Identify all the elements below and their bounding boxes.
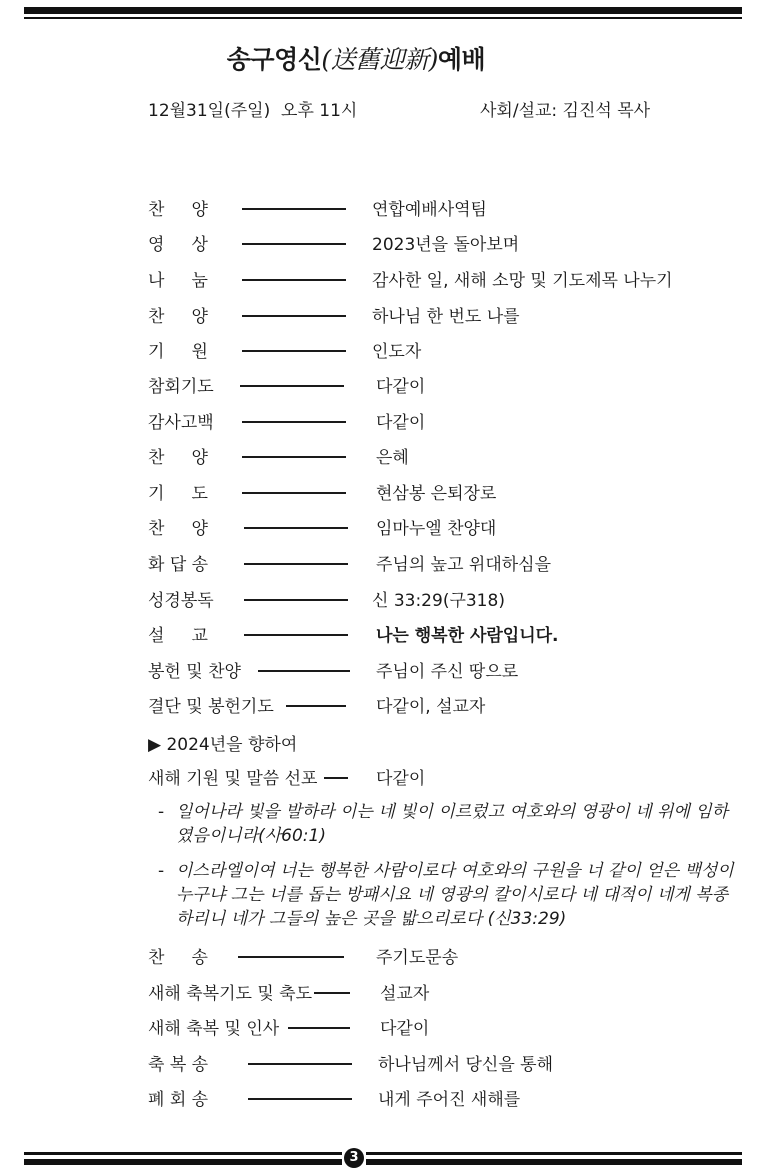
leader-line (244, 599, 348, 601)
page-number-badge: 3 (344, 1148, 364, 1168)
program-label: 찬 양 (148, 519, 208, 539)
program-value: 연합예배사역팀 (372, 200, 487, 220)
program-label: 새해 축복 및 인사 (148, 1019, 280, 1039)
program-label: 축 복 송 (148, 1055, 209, 1075)
program-value: 주님이 주신 땅으로 (376, 662, 519, 682)
program-value: 감사한 일, 새해 소망 및 기도제목 나누기 (372, 271, 673, 291)
leader-line (288, 1027, 350, 1029)
bottom-border-right-thick (366, 1159, 742, 1165)
program-value: 내게 주어진 새해를 (378, 1090, 521, 1110)
program-label: 성경봉독 (148, 591, 214, 611)
program-value: 다같이 (380, 1019, 430, 1039)
program-value: 임마누엘 찬양대 (376, 519, 497, 539)
leader-line (248, 1063, 352, 1065)
program-value: 주님의 높고 위대하심을 (376, 555, 552, 575)
program-label: 나 눔 (148, 271, 208, 291)
program-label: 새해 축복기도 및 축도 (148, 984, 313, 1004)
program-label: 기 원 (148, 342, 208, 362)
verse-dash: - (158, 861, 165, 881)
leader-line (242, 421, 346, 423)
program-label: 감사고백 (148, 413, 214, 433)
program-value: 다같이 (376, 377, 426, 397)
top-border-thick (24, 7, 742, 14)
leader-line (242, 456, 346, 458)
leader-line (324, 777, 348, 779)
program-label: 화 답 송 (148, 555, 209, 575)
scripture-verse (158, 859, 742, 931)
program-value: 주기도문송 (376, 948, 459, 968)
program-value: 다같이 (376, 769, 426, 789)
program-value: 하나님 한 번도 나를 (372, 307, 520, 327)
leader-line (242, 350, 346, 352)
leader-line (242, 492, 346, 494)
program-value: 은혜 (376, 448, 409, 468)
program-label: 찬 양 (148, 307, 208, 327)
program-value: 2023년을 돌아보며 (372, 235, 520, 255)
service-datetime: 12월31일(주일) 오후 11시 (148, 101, 358, 121)
top-border-thin (24, 17, 742, 19)
leader-line (244, 563, 348, 565)
leader-line (242, 243, 346, 245)
leader-line (242, 279, 346, 281)
leader-line (242, 315, 346, 317)
program-label: 참회기도 (148, 377, 214, 397)
leader-line (248, 1098, 352, 1100)
leader-line (244, 527, 348, 529)
service-leader: 사회/설교: 김진석 목사 (480, 101, 651, 121)
leader-line (238, 956, 344, 958)
leader-line (242, 208, 346, 210)
program-value: 신 33:29(구318) (372, 591, 505, 611)
program-label: 찬 송 (148, 948, 208, 968)
program-label: 설 교 (148, 626, 208, 646)
leader-line (314, 992, 350, 994)
verse-text: 이스라엘이여 너는 행복한 사람이로다 여호와의 구원을 너 같이 얻은 백성이 누구냐 그는 너를 돕는 방패시요 네 영광의 칼이시로다 네 대적이 네게 복종하리니 네가 그들의 높은 곳을 밟으리로다 (신33:29) (176, 861, 734, 929)
program-value: 하나님께서 당신을 통해 (378, 1055, 554, 1075)
title-main: 송구영신 (226, 45, 322, 74)
program-label: 찬 양 (148, 448, 208, 468)
leader-line (286, 705, 346, 707)
program-value: 인도자 (372, 342, 422, 362)
sermon-title: 나는 행복한 사람입니다. (376, 626, 559, 646)
program-value: 다같이 (376, 413, 426, 433)
leader-line (244, 634, 348, 636)
program-label: 찬 양 (148, 200, 208, 220)
program-label: 봉헌 및 찬양 (148, 662, 241, 682)
verse-text: 일어나라 빛을 발하라 이는 네 빛이 이르렀고 여호와의 영광이 네 위에 임하였음이니라(사60:1) (176, 802, 729, 846)
verse-dash: - (158, 802, 165, 822)
program-label: 결단 및 봉헌기도 (148, 697, 274, 717)
program-value: 설교자 (380, 984, 430, 1004)
program-value: 다같이, 설교자 (376, 697, 486, 717)
program-label: 폐 회 송 (148, 1090, 209, 1110)
title-end: 예배 (437, 45, 486, 74)
section-heading-2024: ▶ 2024년을 향하여 (148, 735, 298, 755)
leader-line (240, 385, 344, 387)
program-label: 새해 기원 및 말씀 선포 (148, 769, 318, 789)
bottom-border-left-thin (24, 1152, 342, 1155)
title-hanja: (送舊迎新) (321, 45, 438, 74)
program-value: 현삼봉 은퇴장로 (376, 484, 497, 504)
bottom-border-left-thick (24, 1159, 342, 1165)
page-title (0, 40, 712, 76)
program-label: 기 도 (148, 484, 208, 504)
scripture-verse (158, 800, 742, 848)
bottom-border-right-thin (366, 1152, 742, 1155)
leader-line (258, 670, 350, 672)
program-label: 영 상 (148, 235, 208, 255)
